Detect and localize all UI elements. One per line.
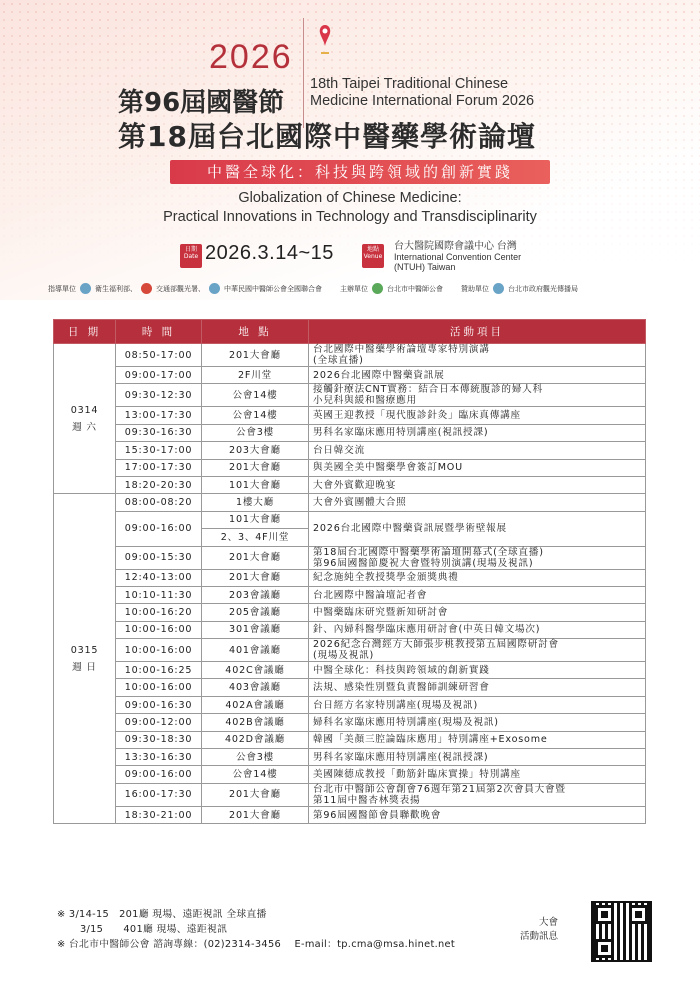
place-cell: 201大會廳 bbox=[202, 546, 309, 569]
event-cell: 法規、感染性別暨負責醫師訓練研習會 bbox=[309, 679, 646, 696]
guide-2: 交通部觀光署、 bbox=[156, 284, 205, 293]
qr-code[interactable] bbox=[591, 901, 652, 962]
event-cell: 接觸針療法CNT實務：結合日本傳統腹診的婦人科 小兒科與緩和醫療應用 bbox=[309, 384, 646, 407]
table-row bbox=[54, 494, 646, 511]
time-cell: 10:00-16:00 bbox=[116, 621, 202, 638]
taipei-gov-logo-icon bbox=[493, 283, 504, 294]
title-en: 18th Taipei Traditional Chinese Medicine International Forum 2026 bbox=[310, 76, 535, 109]
note-1: ※ 3/14-15 201廳 現場、遠距視訊 全球直播 bbox=[57, 909, 267, 920]
tourism-logo-icon bbox=[141, 283, 152, 294]
place-cell: 201大會廳 bbox=[202, 344, 309, 367]
place-cell: 205會議廳 bbox=[202, 604, 309, 621]
event-cell: 中醫藥臨床研究暨新知研討會 bbox=[309, 604, 646, 621]
host: 台北市中醫師公會 bbox=[387, 284, 443, 293]
event-cell: 婦科名家臨床應用特別講座(現場及視訊) bbox=[309, 714, 646, 731]
event-cell: 2026台北國際中醫藥資訊展暨學術壁報展 bbox=[309, 511, 646, 546]
note-2: 3/15 401廳 現場、遠距視訊 bbox=[80, 924, 228, 935]
place-cell: 201大會廳 bbox=[202, 783, 309, 806]
place-cell: 401會議廳 bbox=[202, 639, 309, 662]
event-cell: 與美國全美中醫藥學會簽訂MOU bbox=[309, 459, 646, 476]
theme-en-line1: Globalization of Chinese Medicine: bbox=[238, 190, 462, 206]
time-cell: 09:00-12:00 bbox=[116, 714, 202, 731]
table-row bbox=[54, 511, 646, 528]
place-cell: 201大會廳 bbox=[202, 459, 309, 476]
venue-tag: 地點 Venue bbox=[362, 244, 384, 268]
time-cell: 09:00-16:30 bbox=[116, 696, 202, 713]
table-row bbox=[54, 662, 646, 679]
mohw-logo-icon bbox=[80, 283, 91, 294]
table-row bbox=[54, 384, 646, 407]
place-cell: 公會14樓 bbox=[202, 407, 309, 424]
footer-notes bbox=[57, 907, 455, 952]
table-row bbox=[54, 407, 646, 424]
table-row bbox=[54, 696, 646, 713]
day-cell: 0315 週 日 bbox=[54, 494, 116, 824]
event-cell: 針、內婦科醫學臨床應用研討會(中英日韓文場次) bbox=[309, 621, 646, 638]
time-cell: 17:00-17:30 bbox=[116, 459, 202, 476]
event-cell: 韓國「美顏三腔論臨床應用」特別講座+Exosome bbox=[309, 731, 646, 748]
event-cell: 台日經方名家特別講座(現場及視訊) bbox=[309, 696, 646, 713]
event-cell: 2026紀念台灣經方大師張步桃教授第五屆國際研討會 (現場及視訊) bbox=[309, 639, 646, 662]
place-cell: 101大會廳 bbox=[202, 476, 309, 493]
time-cell: 13:00-17:30 bbox=[116, 407, 202, 424]
event-date: 2026.3.14~15 bbox=[205, 242, 334, 264]
theme-en-line2: Practical Innovations in Technology and Transdisciplinarity bbox=[163, 209, 537, 225]
time-cell: 08:50-17:00 bbox=[116, 344, 202, 367]
day-cell: 0314 週 六 bbox=[54, 344, 116, 494]
event-cell: 第18屆台北國際中醫藥學術論壇開幕式(全球直播) 第96屆國醫節慶祝大會暨特別演講(現場及視訊) bbox=[309, 546, 646, 569]
time-cell: 09:00-16:00 bbox=[116, 511, 202, 546]
place-cell: 203大會廳 bbox=[202, 442, 309, 459]
event-cell: 台日韓交流 bbox=[309, 442, 646, 459]
time-cell: 15:30-17:00 bbox=[116, 442, 202, 459]
place-cell: 402D會議廳 bbox=[202, 731, 309, 748]
table-row bbox=[54, 604, 646, 621]
time-cell: 12:40-13:00 bbox=[116, 569, 202, 586]
place-cell: 2、3、4F川堂 bbox=[202, 529, 309, 546]
time-cell: 18:20-20:30 bbox=[116, 476, 202, 493]
table-row bbox=[54, 639, 646, 662]
cma-national-logo-icon bbox=[209, 283, 220, 294]
event-cell: 男科名家臨床應用特別講座(視訊授課) bbox=[309, 424, 646, 441]
theme-banner: 中醫全球化：科技與跨領域的創新實踐 bbox=[170, 160, 550, 184]
place-cell: 公會3樓 bbox=[202, 749, 309, 766]
event-cell: 大會外賓歡迎晚宴 bbox=[309, 476, 646, 493]
time-cell: 13:30-16:30 bbox=[116, 749, 202, 766]
place-cell: 402B會議廳 bbox=[202, 714, 309, 731]
table-row bbox=[54, 806, 646, 823]
event-cell: 第96屆國醫節會員聯歡晚會 bbox=[309, 806, 646, 823]
table-row bbox=[54, 679, 646, 696]
table-row bbox=[54, 424, 646, 441]
table-row bbox=[54, 714, 646, 731]
event-cell: 英國王迎教授「現代腹診針灸」臨床真傳講座 bbox=[309, 407, 646, 424]
time-cell: 08:00-08:20 bbox=[116, 494, 202, 511]
event-cell: 台北市中醫師公會創會76週年第21屆第2次會員大會暨 第11屆中醫杏林獎表揚 bbox=[309, 783, 646, 806]
time-cell: 09:00-16:00 bbox=[116, 766, 202, 783]
table-row bbox=[54, 367, 646, 384]
place-cell: 2F川堂 bbox=[202, 367, 309, 384]
table-row bbox=[54, 749, 646, 766]
sponsor: 台北市政府觀光傳播局 bbox=[508, 284, 578, 293]
event-cell: 男科名家臨床應用特別講座(視訊授課) bbox=[309, 749, 646, 766]
time-cell: 16:00-17:30 bbox=[116, 783, 202, 806]
place-cell: 201大會廳 bbox=[202, 806, 309, 823]
event-info-label: 大會 活動訊息 bbox=[520, 917, 559, 942]
table-row bbox=[54, 731, 646, 748]
event-cell: 大會外賓團體大合照 bbox=[309, 494, 646, 511]
place-cell: 301會議廳 bbox=[202, 621, 309, 638]
date-tag: 日期 Date bbox=[180, 244, 202, 268]
time-cell: 09:30-18:30 bbox=[116, 731, 202, 748]
sponsor-label: 贊助單位 bbox=[461, 284, 489, 293]
time-cell: 09:30-16:30 bbox=[116, 424, 202, 441]
time-cell: 10:00-16:00 bbox=[116, 639, 202, 662]
table-row bbox=[54, 766, 646, 783]
taipei-cma-logo-icon bbox=[372, 283, 383, 294]
time-cell: 10:00-16:00 bbox=[116, 679, 202, 696]
col-date: 日 期 bbox=[54, 320, 116, 344]
event-cell: 中醫全球化：科技與跨領域的創新實踐 bbox=[309, 662, 646, 679]
place-cell: 公會14樓 bbox=[202, 766, 309, 783]
event-cell: 2026台北國際中醫藥資訊展 bbox=[309, 367, 646, 384]
time-cell: 18:30-21:00 bbox=[116, 806, 202, 823]
col-time: 時 間 bbox=[116, 320, 202, 344]
guide-1: 衛生福利部、 bbox=[95, 284, 137, 293]
time-cell: 09:00-17:00 bbox=[116, 367, 202, 384]
event-venue: 台大醫院國際會議中心 台灣 International Convention Center (NTUH) Taiwan bbox=[394, 241, 522, 272]
taiwan-map-pin-icon bbox=[318, 24, 332, 56]
table-row bbox=[54, 569, 646, 586]
table-row bbox=[54, 344, 646, 367]
guide-label: 指導單位 bbox=[48, 284, 76, 293]
title-zh-2: 第18屆台北國際中醫藥學術論壇 bbox=[118, 120, 536, 153]
time-cell: 10:00-16:25 bbox=[116, 662, 202, 679]
place-cell: 402A會議廳 bbox=[202, 696, 309, 713]
table-row bbox=[54, 586, 646, 603]
event-year: 2026 bbox=[209, 38, 293, 76]
table-row bbox=[54, 476, 646, 493]
place-cell: 403會議廳 bbox=[202, 679, 309, 696]
col-place: 地 點 bbox=[202, 320, 309, 344]
title-zh-1: 第96屆國醫節 bbox=[118, 88, 285, 118]
col-event: 活動項目 bbox=[309, 320, 646, 344]
place-cell: 1樓大廳 bbox=[202, 494, 309, 511]
place-cell: 402C會議廳 bbox=[202, 662, 309, 679]
time-cell: 09:30-12:30 bbox=[116, 384, 202, 407]
table-header-row bbox=[54, 320, 646, 344]
event-cell: 台北國際中醫論壇記者會 bbox=[309, 586, 646, 603]
table-row bbox=[54, 783, 646, 806]
event-cell: 紀念施純全教授獎學金頒獎典禮 bbox=[309, 569, 646, 586]
table-row bbox=[54, 546, 646, 569]
time-cell: 09:00-15:30 bbox=[116, 546, 202, 569]
place-cell: 公會14樓 bbox=[202, 384, 309, 407]
table-row bbox=[54, 621, 646, 638]
schedule-table bbox=[53, 319, 646, 824]
time-cell: 10:10-11:30 bbox=[116, 586, 202, 603]
place-cell: 203會議廳 bbox=[202, 586, 309, 603]
note-3: ※ 台北市中醫師公會 諮詢專線：(02)2314-3456 E-mail：tp.cma@msa.hinet.net bbox=[57, 939, 455, 950]
time-cell: 10:00-16:20 bbox=[116, 604, 202, 621]
table-row bbox=[54, 442, 646, 459]
organizers-row bbox=[48, 283, 578, 294]
event-cell: 台北國際中醫藥學術論壇專家特別演講 (全球直播) bbox=[309, 344, 646, 367]
table-row bbox=[54, 459, 646, 476]
place-cell: 201大會廳 bbox=[202, 569, 309, 586]
title-divider bbox=[303, 18, 304, 128]
place-cell: 101大會廳 bbox=[202, 511, 309, 528]
guide-3: 中華民國中醫師公會全國聯合會 bbox=[224, 284, 322, 293]
host-label: 主辦單位 bbox=[340, 284, 368, 293]
place-cell: 公會3樓 bbox=[202, 424, 309, 441]
event-cell: 美國陳德成教授「動筋針臨床實操」特別講座 bbox=[309, 766, 646, 783]
